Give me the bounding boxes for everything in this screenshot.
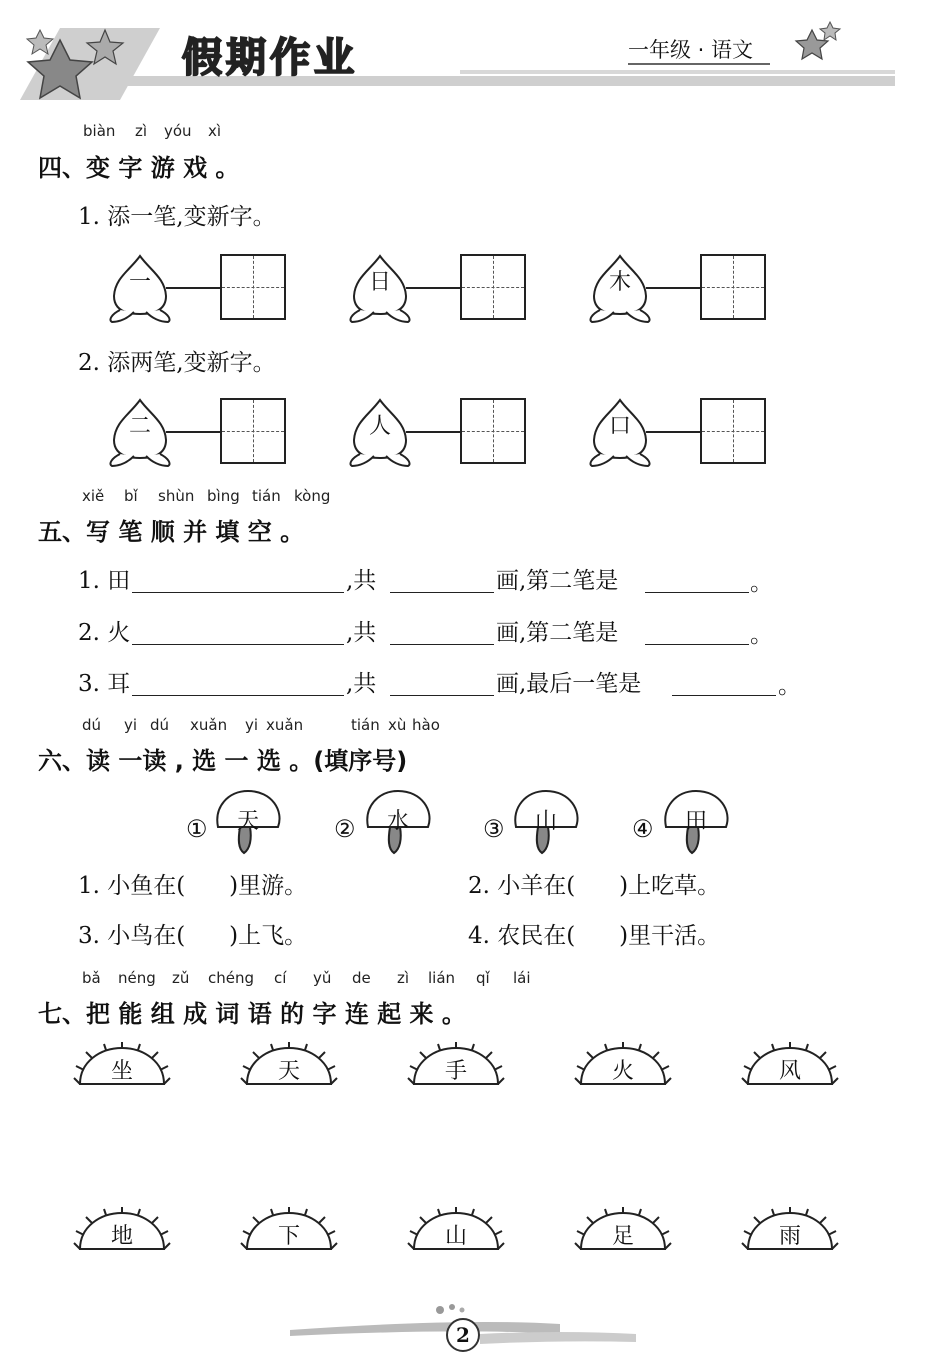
mushroom-char-2: 水 (386, 809, 409, 834)
fan-bottom-char-3[interactable]: 山 (444, 1224, 467, 1249)
write-box[interactable] (460, 398, 526, 464)
section6-q4: 4. 农民在( )里干活。 (468, 923, 721, 949)
mushroom-char-3: 山 (534, 809, 557, 834)
answer-blank[interactable] (132, 695, 344, 696)
section7-pinyin: bǎ néng zǔ chéng cí yǔ de zì lián qǐ lái (82, 969, 531, 987)
star-icon (796, 22, 840, 59)
fan-bottom-char-2[interactable]: 下 (277, 1224, 300, 1249)
section6-heading: 六、读 一读 , 选 一 选 。(填序号) (38, 747, 408, 775)
section5-pinyin: xiě bǐ shùn bìng tián kòng (82, 487, 331, 505)
answer-blank[interactable] (390, 592, 494, 593)
option-number-2: ② (334, 815, 356, 843)
peach-char-5: 人 (368, 414, 391, 439)
peach-char-4: 二 (128, 414, 151, 439)
section4-q1: 1. 添一笔,变新字。 (78, 204, 276, 230)
fan-top-char-1[interactable]: 坐 (110, 1059, 133, 1084)
peach-char-2: 日 (368, 270, 391, 295)
stroke-row-1-label: 1. 田 (78, 568, 131, 594)
section4-pinyin: biàn zì yóu xì (83, 122, 222, 140)
mushroom-row (0, 785, 950, 865)
peach-char-6: 口 (608, 414, 631, 439)
grade-subject-label: 一年级 · 语文 (628, 38, 754, 62)
fan-top-char-3[interactable]: 手 (444, 1059, 467, 1084)
answer-blank[interactable] (390, 695, 494, 696)
write-box[interactable] (460, 254, 526, 320)
section5-heading: 五、写 笔 顺 并 填 空 。 (38, 518, 305, 546)
option-number-4: ④ (632, 815, 654, 843)
section7-heading: 七、把 能 组 成 词 语 的 字 连 起 来 。 (38, 1000, 466, 1028)
stroke-row-3-label: 3. 耳 (78, 671, 131, 697)
answer-blank[interactable] (390, 644, 494, 645)
fan-top-char-4[interactable]: 火 (611, 1059, 634, 1084)
option-number-3: ③ (483, 815, 505, 843)
section6-pinyin: dú yi dú xuǎn yi xuǎn tián xù hào (82, 716, 440, 734)
mushroom-char-4: 田 (684, 809, 707, 834)
fan-top-char-2[interactable]: 天 (277, 1059, 300, 1084)
fan-top-char-5[interactable]: 风 (778, 1059, 801, 1084)
answer-blank[interactable] (132, 592, 344, 593)
page-title: 假期作业 (182, 35, 358, 81)
section4-heading: 四、变 字 游 戏 。 (38, 154, 240, 182)
option-number-1: ① (186, 815, 208, 843)
answer-blank[interactable] (645, 644, 749, 645)
fan-bottom-char-4[interactable]: 足 (611, 1224, 634, 1249)
answer-blank[interactable] (672, 695, 776, 696)
answer-blank[interactable] (645, 592, 749, 593)
write-box[interactable] (700, 254, 766, 320)
write-box[interactable] (700, 398, 766, 464)
page-number: 2 (446, 1318, 480, 1352)
fan-bottom-char-1[interactable]: 地 (110, 1224, 133, 1249)
section4-q2: 2. 添两笔,变新字。 (78, 350, 276, 376)
fan-bottom-char-5[interactable]: 雨 (778, 1224, 801, 1249)
answer-blank[interactable] (132, 644, 344, 645)
stroke-row-2-label: 2. 火 (78, 620, 131, 646)
write-box[interactable] (220, 398, 286, 464)
section6-q3: 3. 小鸟在( )上飞。 (78, 923, 308, 949)
peach-char-1: 一 (128, 270, 151, 295)
section6-q2: 2. 小羊在( )上吃草。 (468, 873, 721, 899)
header-decoration (0, 0, 950, 110)
peach-char-3: 木 (608, 270, 631, 295)
section6-q1: 1. 小鱼在( )里游。 (78, 873, 308, 899)
write-box[interactable] (220, 254, 286, 320)
mushroom-char-1: 天 (236, 809, 259, 834)
